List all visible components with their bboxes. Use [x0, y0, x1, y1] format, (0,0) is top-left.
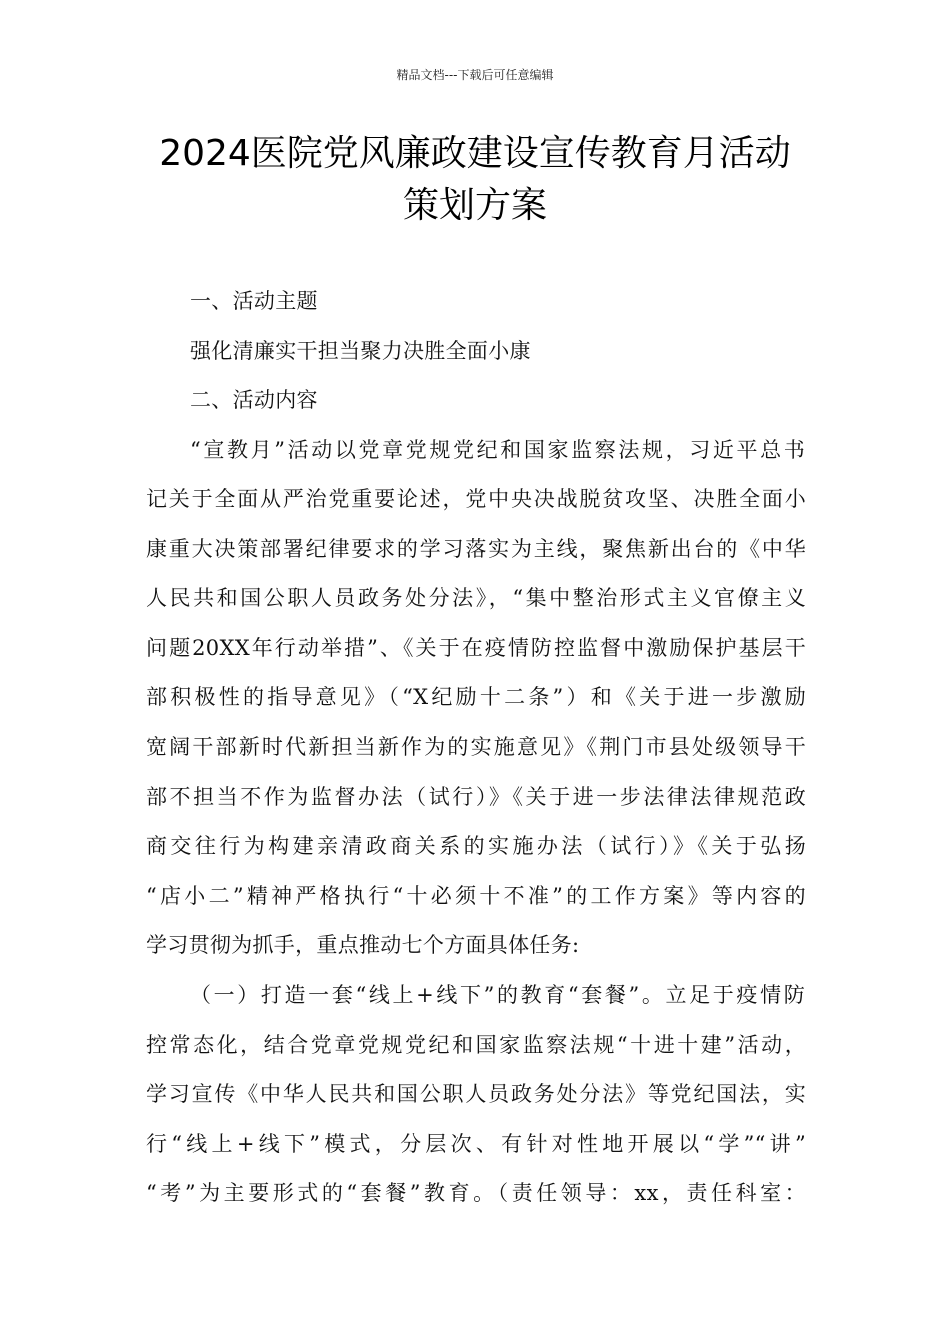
paragraph-line: （一）打造一套“线上+线下”的教育“套餐”。立足于疫情防 [190, 983, 805, 1007]
paragraph-line: “店小二”精神严格执行“十必须十不准”的工作方案》等内容的 [146, 884, 806, 908]
paragraph-line: 康重大决策部署纪律要求的学习落实为主线，聚焦新出台的《中华 [146, 537, 806, 561]
paragraph-line: 记关于全面从严治党重要论述，党中央决战脱贫攻坚、决胜全面小 [146, 487, 806, 511]
header-note: 精品文档---下载后可任意编辑 [396, 68, 554, 82]
paragraph-line: “宣教月”活动以党章党规党纪和国家监察法规，习近平总书 [190, 438, 805, 462]
paragraph-line: 学习贯彻为抓手，重点推动七个方面具体任务: [146, 933, 580, 957]
paragraph-line: 商交往行为构建亲清政商关系的实施办法（试行）》《关于弘扬 [146, 834, 806, 858]
section1-content: 强化清廉实干担当聚力决胜全面小康 [190, 339, 531, 363]
paragraph-line: 学习宣传《中华人民共和国公职人员政务处分法》等党纪国法，实 [146, 1082, 806, 1106]
title-line-1: 2024医院党风廉政建设宣传教育月活动 [159, 133, 791, 174]
title-line-2: 策划方案 [402, 185, 547, 226]
paragraph-line: 部积极性的指导意见》（“X纪励十二条”）和《关于进一步激励 [146, 685, 806, 709]
paragraph-line: 人民共和国公职人员政务处分法》，“集中整治形式主义官僚主义 [146, 586, 806, 610]
paragraph-line: “考”为主要形式的“套餐”教育。（责任领导：xx，责任科室： [146, 1181, 806, 1205]
paragraph-line: 控常态化，结合党章党规党纪和国家监察法规“十进十建”活动， [146, 1033, 806, 1057]
section1-heading: 一、活动主题 [190, 289, 318, 313]
document-title [100, 128, 850, 232]
paragraph-line: 问题20XX年行动举措”、《关于在疫情防控监督中激励保护基层干 [146, 636, 806, 660]
paragraph-line: 部不担当不作为监督办法（试行）》《关于进一步法律法律规范政 [146, 785, 806, 809]
section2-heading: 二、活动内容 [190, 388, 318, 412]
paragraph-line: 行“线上+线下”模式，分层次、有针对性地开展以“学”“讲” [146, 1132, 806, 1156]
paragraph-line: 宽阔干部新时代新担当新作为的实施意见》《荆门市县处级领导干 [146, 735, 806, 759]
